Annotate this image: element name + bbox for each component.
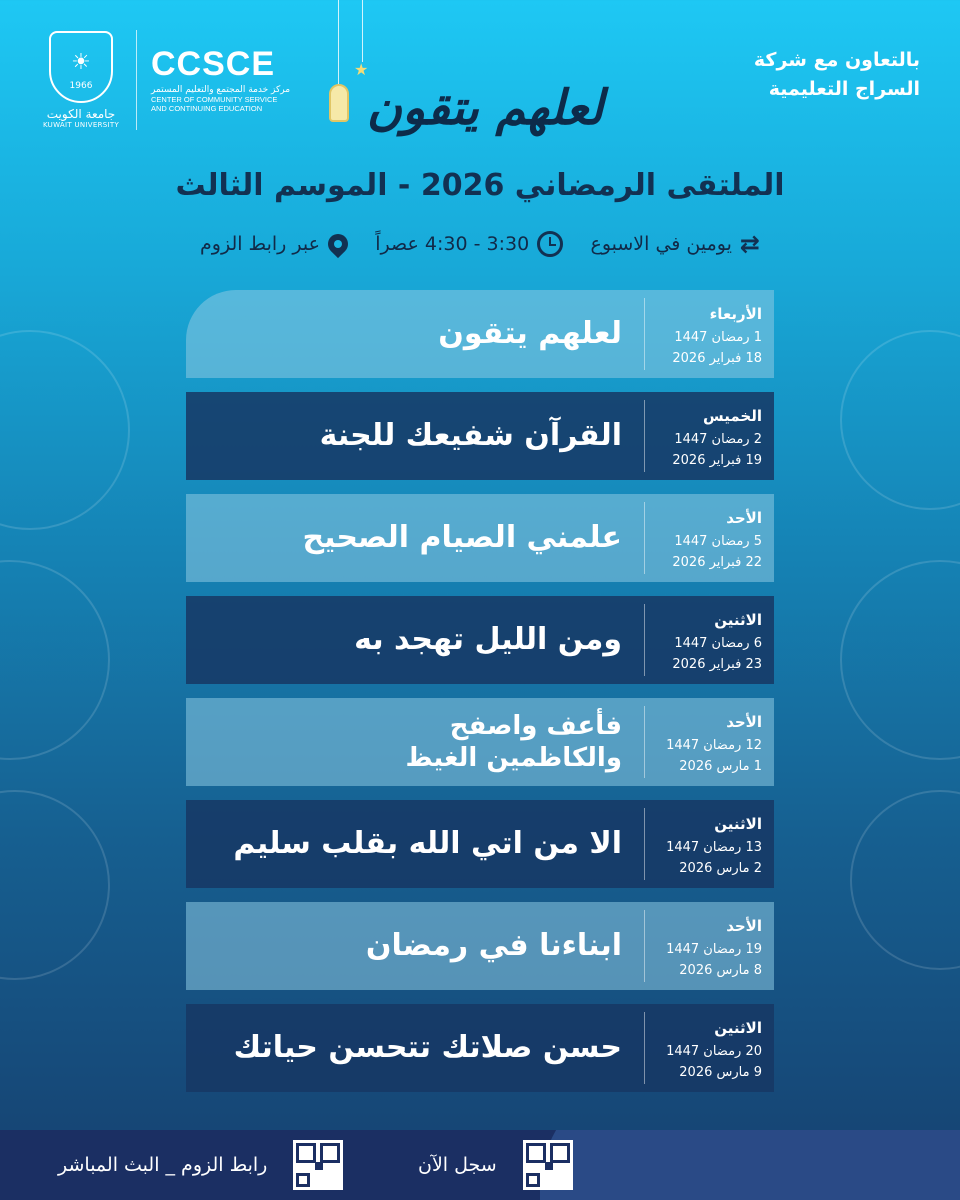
session-day: الخميس — [703, 407, 762, 425]
main-title: لعلهم يتقون — [366, 80, 604, 136]
session-day: الأربعاء — [709, 305, 762, 323]
session-topic: القرآن شفيعك للجنة — [319, 418, 622, 454]
schedule-info — [200, 230, 760, 258]
partner-line2: السراج التعليمية — [768, 77, 920, 100]
season-title: الملتقى الرمضاني 2026 - الموسم الثالث — [175, 168, 785, 203]
session-gregorian: 19 فبراير 2026 — [672, 452, 762, 468]
kuwait-university-logo — [40, 31, 122, 129]
session-hijri: 12 رمضان 1447 — [666, 738, 762, 753]
session-gregorian: 8 مارس 2026 — [679, 962, 762, 978]
session-hijri: 2 رمضان 1447 — [674, 432, 762, 447]
clock-icon — [537, 231, 563, 257]
qr-code-icon[interactable] — [293, 1140, 343, 1190]
session-topic: فأعف واصفح والكاظمين الغيظ — [405, 710, 622, 773]
session-row — [186, 800, 774, 888]
session-date — [644, 706, 774, 778]
ccsce-english-line1: CENTER OF COMMUNITY SERVICE — [151, 95, 278, 105]
session-gregorian: 23 فبراير 2026 — [672, 656, 762, 672]
partner-line1: بالتعاون مع شركة — [753, 49, 920, 71]
ccsce-logo — [151, 44, 291, 114]
qr-center — [545, 1162, 553, 1170]
session-date — [644, 808, 774, 880]
session-topic: الا من اتي الله بقلب سليم — [233, 826, 622, 862]
crescent-decoration — [0, 330, 130, 530]
live-stream-label: رابط الزوم _ البث المباشر — [58, 1154, 268, 1176]
location-pin-icon — [324, 230, 352, 258]
session-topic: لعلهم يتقون — [438, 316, 622, 352]
session-hijri: 20 رمضان 1447 — [666, 1044, 762, 1059]
session-hijri: 19 رمضان 1447 — [666, 942, 762, 957]
session-topic: حسن صلاتك تتحسن حياتك — [233, 1030, 622, 1066]
crescent-decoration — [0, 790, 110, 980]
location-text: عبر رابط الزوم — [200, 233, 320, 255]
ccsce-title: CCSCE — [151, 44, 276, 83]
location-info — [200, 233, 348, 255]
footer-curve — [540, 1130, 960, 1200]
header-logos — [40, 30, 290, 130]
session-gregorian: 22 فبراير 2026 — [672, 554, 762, 570]
session-row — [186, 494, 774, 582]
time-text: 3:30 - 4:30 عصراً — [375, 233, 530, 255]
sun-rays-icon: ☀ — [71, 49, 91, 75]
session-date — [644, 400, 774, 472]
session-date — [644, 1012, 774, 1084]
time-info — [375, 231, 563, 257]
session-row — [186, 290, 774, 378]
logo-divider — [136, 30, 137, 130]
qr-corner — [526, 1173, 540, 1187]
frequency-info — [590, 230, 760, 258]
session-hijri: 13 رمضان 1447 — [666, 840, 762, 855]
crescent-decoration — [0, 560, 110, 760]
session-date — [644, 604, 774, 676]
session-day: الأحد — [726, 713, 762, 731]
repeat-icon: ⇄ — [739, 230, 760, 258]
register-link[interactable] — [418, 1140, 573, 1190]
ku-year: 1966 — [69, 81, 93, 91]
session-row — [186, 698, 774, 786]
session-row — [186, 1004, 774, 1092]
qr-code-icon[interactable] — [523, 1140, 573, 1190]
qr-center — [315, 1162, 323, 1170]
university-emblem-icon — [49, 31, 113, 103]
session-row — [186, 596, 774, 684]
star-string — [362, 0, 363, 62]
partner-credit — [754, 46, 920, 103]
session-gregorian: 1 مارس 2026 — [679, 758, 762, 774]
sessions-list — [186, 290, 774, 1106]
session-gregorian: 9 مارس 2026 — [679, 1064, 762, 1080]
session-hijri: 1 رمضان 1447 — [674, 330, 762, 345]
ku-name-english: KUWAIT UNIVERSITY — [42, 121, 120, 129]
lantern-string — [338, 0, 339, 85]
session-date — [644, 910, 774, 982]
session-hijri: 5 رمضان 1447 — [674, 534, 762, 549]
live-stream-link[interactable] — [58, 1140, 343, 1190]
session-date — [644, 502, 774, 574]
session-day: الاثنين — [714, 815, 762, 833]
ku-name-arabic: جامعة الكويت — [46, 107, 116, 121]
frequency-text: يومين في الاسبوع — [590, 233, 732, 255]
footer — [0, 1130, 960, 1200]
qr-corner — [296, 1173, 310, 1187]
session-topic: علمني الصيام الصحيح — [302, 520, 622, 556]
session-day: الاثنين — [714, 611, 762, 629]
crescent-decoration — [840, 330, 960, 510]
session-day: الاثنين — [714, 1019, 762, 1037]
crescent-decoration — [840, 560, 960, 760]
ccsce-arabic-name: مركز خدمة المجتمع والتعليم المستمر — [151, 84, 291, 95]
session-day: الأحد — [726, 509, 762, 527]
register-label: سجل الآن — [418, 1154, 497, 1176]
session-row — [186, 902, 774, 990]
session-day: الأحد — [726, 917, 762, 935]
ccsce-english-line2: AND CONTINUING EDUCATION — [151, 104, 263, 114]
crescent-decoration — [850, 790, 960, 970]
session-gregorian: 2 مارس 2026 — [679, 860, 762, 876]
star-icon: ★ — [354, 60, 369, 79]
session-topic: ابناءنا في رمضان — [365, 928, 622, 964]
session-date — [644, 298, 774, 370]
session-hijri: 6 رمضان 1447 — [674, 636, 762, 651]
session-topic: ومن الليل تهجد به — [354, 622, 622, 658]
session-gregorian: 18 فبراير 2026 — [672, 350, 762, 366]
session-row — [186, 392, 774, 480]
